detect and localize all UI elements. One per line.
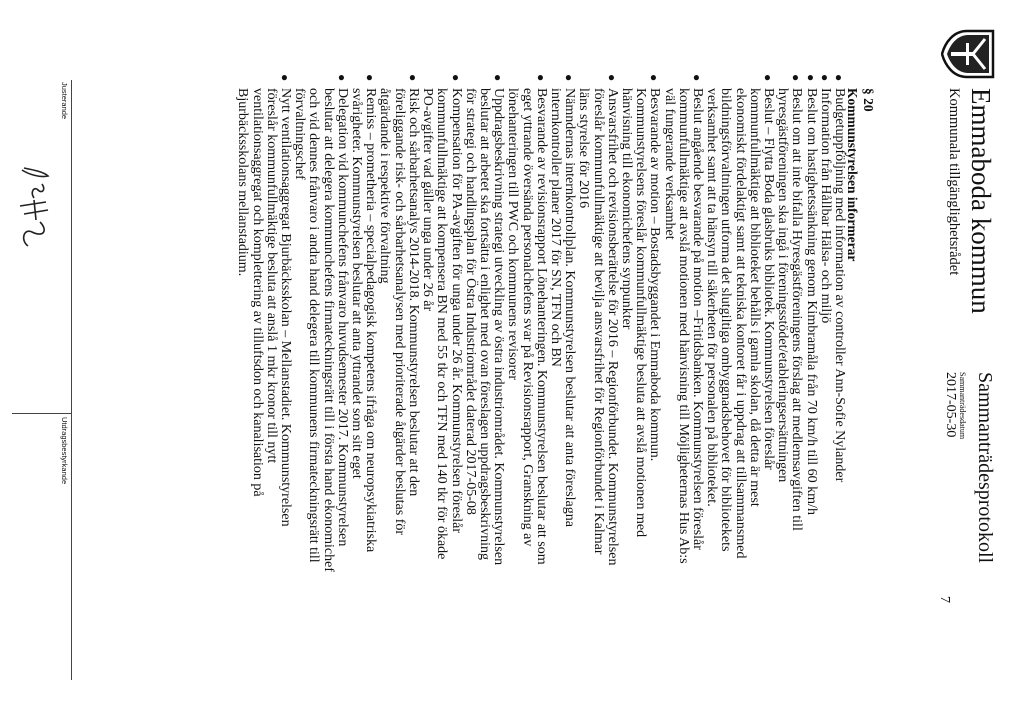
bullet-icon: ● (789, 74, 804, 82)
bullet-icon: ● (803, 74, 818, 82)
list-item: ● Information från Hållbar Hälsa- och miljö (817, 74, 833, 324)
list-item: ● Beslut – Flytta Boda glasbruks bibliotek. Kommunstyrelsen föreslår kommunfullmäktige att biblioteket behålls i gamla skolan, då detta är mest ekonomiskt fördelaktigt samt att tekniska kontoret får i uppdrag att tillsammansmed bildningsförvaltningen utforma det slutgiltiga ombyggnadsbehovet för bibliotekets verksamhet samt att ta hänsyn till säkerheten för personalen på biblioteket. (704, 74, 776, 559)
bullet-icon: ● (760, 74, 775, 82)
page-number: 7 (937, 596, 952, 603)
list-item: ● Nytt ventilationsaggregat Bjurbäcksskolan – Mellanstadiet. Kommunstyrelsen föreslår kommunfullmäktige besluta att anslå 1 mkr kronor till nytt ventilationsaggregat och komplettering av tilluftsdon och kanalisation på Bjurbäcksskolans mellanstadium. (235, 74, 294, 527)
document-type: Sammanträdesprotokoll (974, 372, 996, 564)
extract-certification-label: Utdragsbestyrkande (60, 417, 69, 485)
list-item: ● Beslut om hastighetssänkning genom Kimbramåla från 70 km/h till 60 km/h (803, 74, 819, 515)
adjuster-signature-label: Justerande (60, 82, 69, 120)
bullet-icon: ● (562, 74, 577, 82)
list-item: ● Remiss – prometheria – specialpedagogisk kompetens ifråga om neuropsykiatriska svårigheter. Kommunstyrelsen beslutar att anta yttrandet som sitt eget (349, 74, 379, 553)
meeting-date: 2017-05-30 (943, 372, 958, 438)
bullet-icon: ● (278, 74, 293, 82)
meeting-date-label: Sammanträdesdatum (958, 372, 967, 440)
organization-name: Emmaboda kommun (966, 88, 996, 314)
list-item: ● Kompensation för PA-avgiften för unga under 26 år. Kommunstyrelsen föreslår kommunfullmäktige att kompensera BN med 55 tkr och TFN med 140 tkr för ökade PO-avgifter vad gäller unga under 26 år (420, 74, 464, 560)
bullet-icon: ● (491, 74, 506, 82)
list-item: ● Beslut om att inte bifalla Hyresgästföreningens förslag att medlemsavgiften till hyresgästföreningen ska ingå i föreningsstödet/etableringsersättningen (775, 74, 805, 531)
bullet-icon: ● (647, 74, 662, 82)
bullet-icon: ● (832, 74, 846, 82)
section-number: § 20 (861, 88, 876, 112)
bullet-icon: ● (604, 74, 619, 82)
list-item: ● Ansvarsfrihet och revisionsberättelse för 2016 – Regionförbundet. Kommunstyrelsen föreslår kommunfullmäktige att bevilja ansvarsfrihet för Regionförbundet i Kalmar läns styrelse för 2016 (576, 74, 620, 566)
organization-unit: Kommunala tillgänglighetsrådet (946, 88, 962, 276)
list-item: ● Delegation vid kommunchefens frånvaro huvudsemester 2017. Kommunstyrelsen beslutar att delegera kommunchefens firmateckningsrätt till i första hand ekonomichef och vid dennes frånvaro i andra hand delegera till kommunens firmateckningsrätt till förvaltningschef (292, 74, 350, 572)
list-item: ● Budgetuppföljning med information av controller Ann-Sofie Nylander (832, 74, 847, 483)
bullet-icon: ● (448, 74, 463, 82)
bullet-icon: ● (817, 74, 832, 82)
handwritten-initials (14, 160, 54, 250)
bullet-icon: ● (405, 74, 420, 82)
section-heading: Kommunstyrelsen informerar (845, 88, 860, 262)
bullet-icon: ● (334, 74, 349, 82)
information-items-list (235, 72, 846, 642)
bullet-icon: ● (363, 74, 378, 82)
list-item: ● Nämndernas internkontrollplan. Kommunstyrelsen beslutar att anta föreslagna internkontroller planer 2017 för SN, TFN och BN (547, 74, 578, 527)
list-item: ● Beslut angående besvarande på motion –Fritidsbanken. Kommunstyrelsen föreslår kommunfullmäktige att avslå motionen med hänvisning till Möjligheternas Hus Ab:s väl fungerande verksamhet (661, 74, 705, 564)
municipal-coat-of-arms-icon (941, 29, 995, 79)
list-item: ● Risk och sårbarhetsanalys 2014-2018. Kommunstyrelsen beslutar att den föreliggande risk- och sårbarhetsanalysen med prioriterade åtgärder beslutas för åtgärdande i respektive förvaltning (377, 74, 421, 536)
bullet-icon: ● (533, 74, 548, 82)
list-item: ● Uppdragsbeskrivning strategi utveckling av östra industriområdet. Kommunstyrelsen beslutar att arbetet ska fortsätta i enlighet med ovan föreslagen uppdragsbeskrivning för strategi och handlingsplan för Östra Industriområdet daterad 2017-05-08 (462, 74, 507, 566)
list-item: ● Besvarande av motion – Bostadsbyggandet i Emmaboda kommun. Kommunstyrelsens föreslår kommunfullmäktige besluta att avslå motionen med hänvisning till ekonomichefens synpunkter (618, 74, 663, 538)
footer-column-divider (12, 413, 72, 414)
bullet-icon: ● (689, 74, 704, 82)
footer-divider (71, 80, 72, 680)
list-item: ● Besvarande av revisionsrapport Lönehanteringen. Kommunstyrelsen beslutar att som eget yttrande översända personalchefens svar på Revisionsrapport, Granskning av lönehanteringen till PWC och kommunens revisorer (505, 74, 549, 565)
